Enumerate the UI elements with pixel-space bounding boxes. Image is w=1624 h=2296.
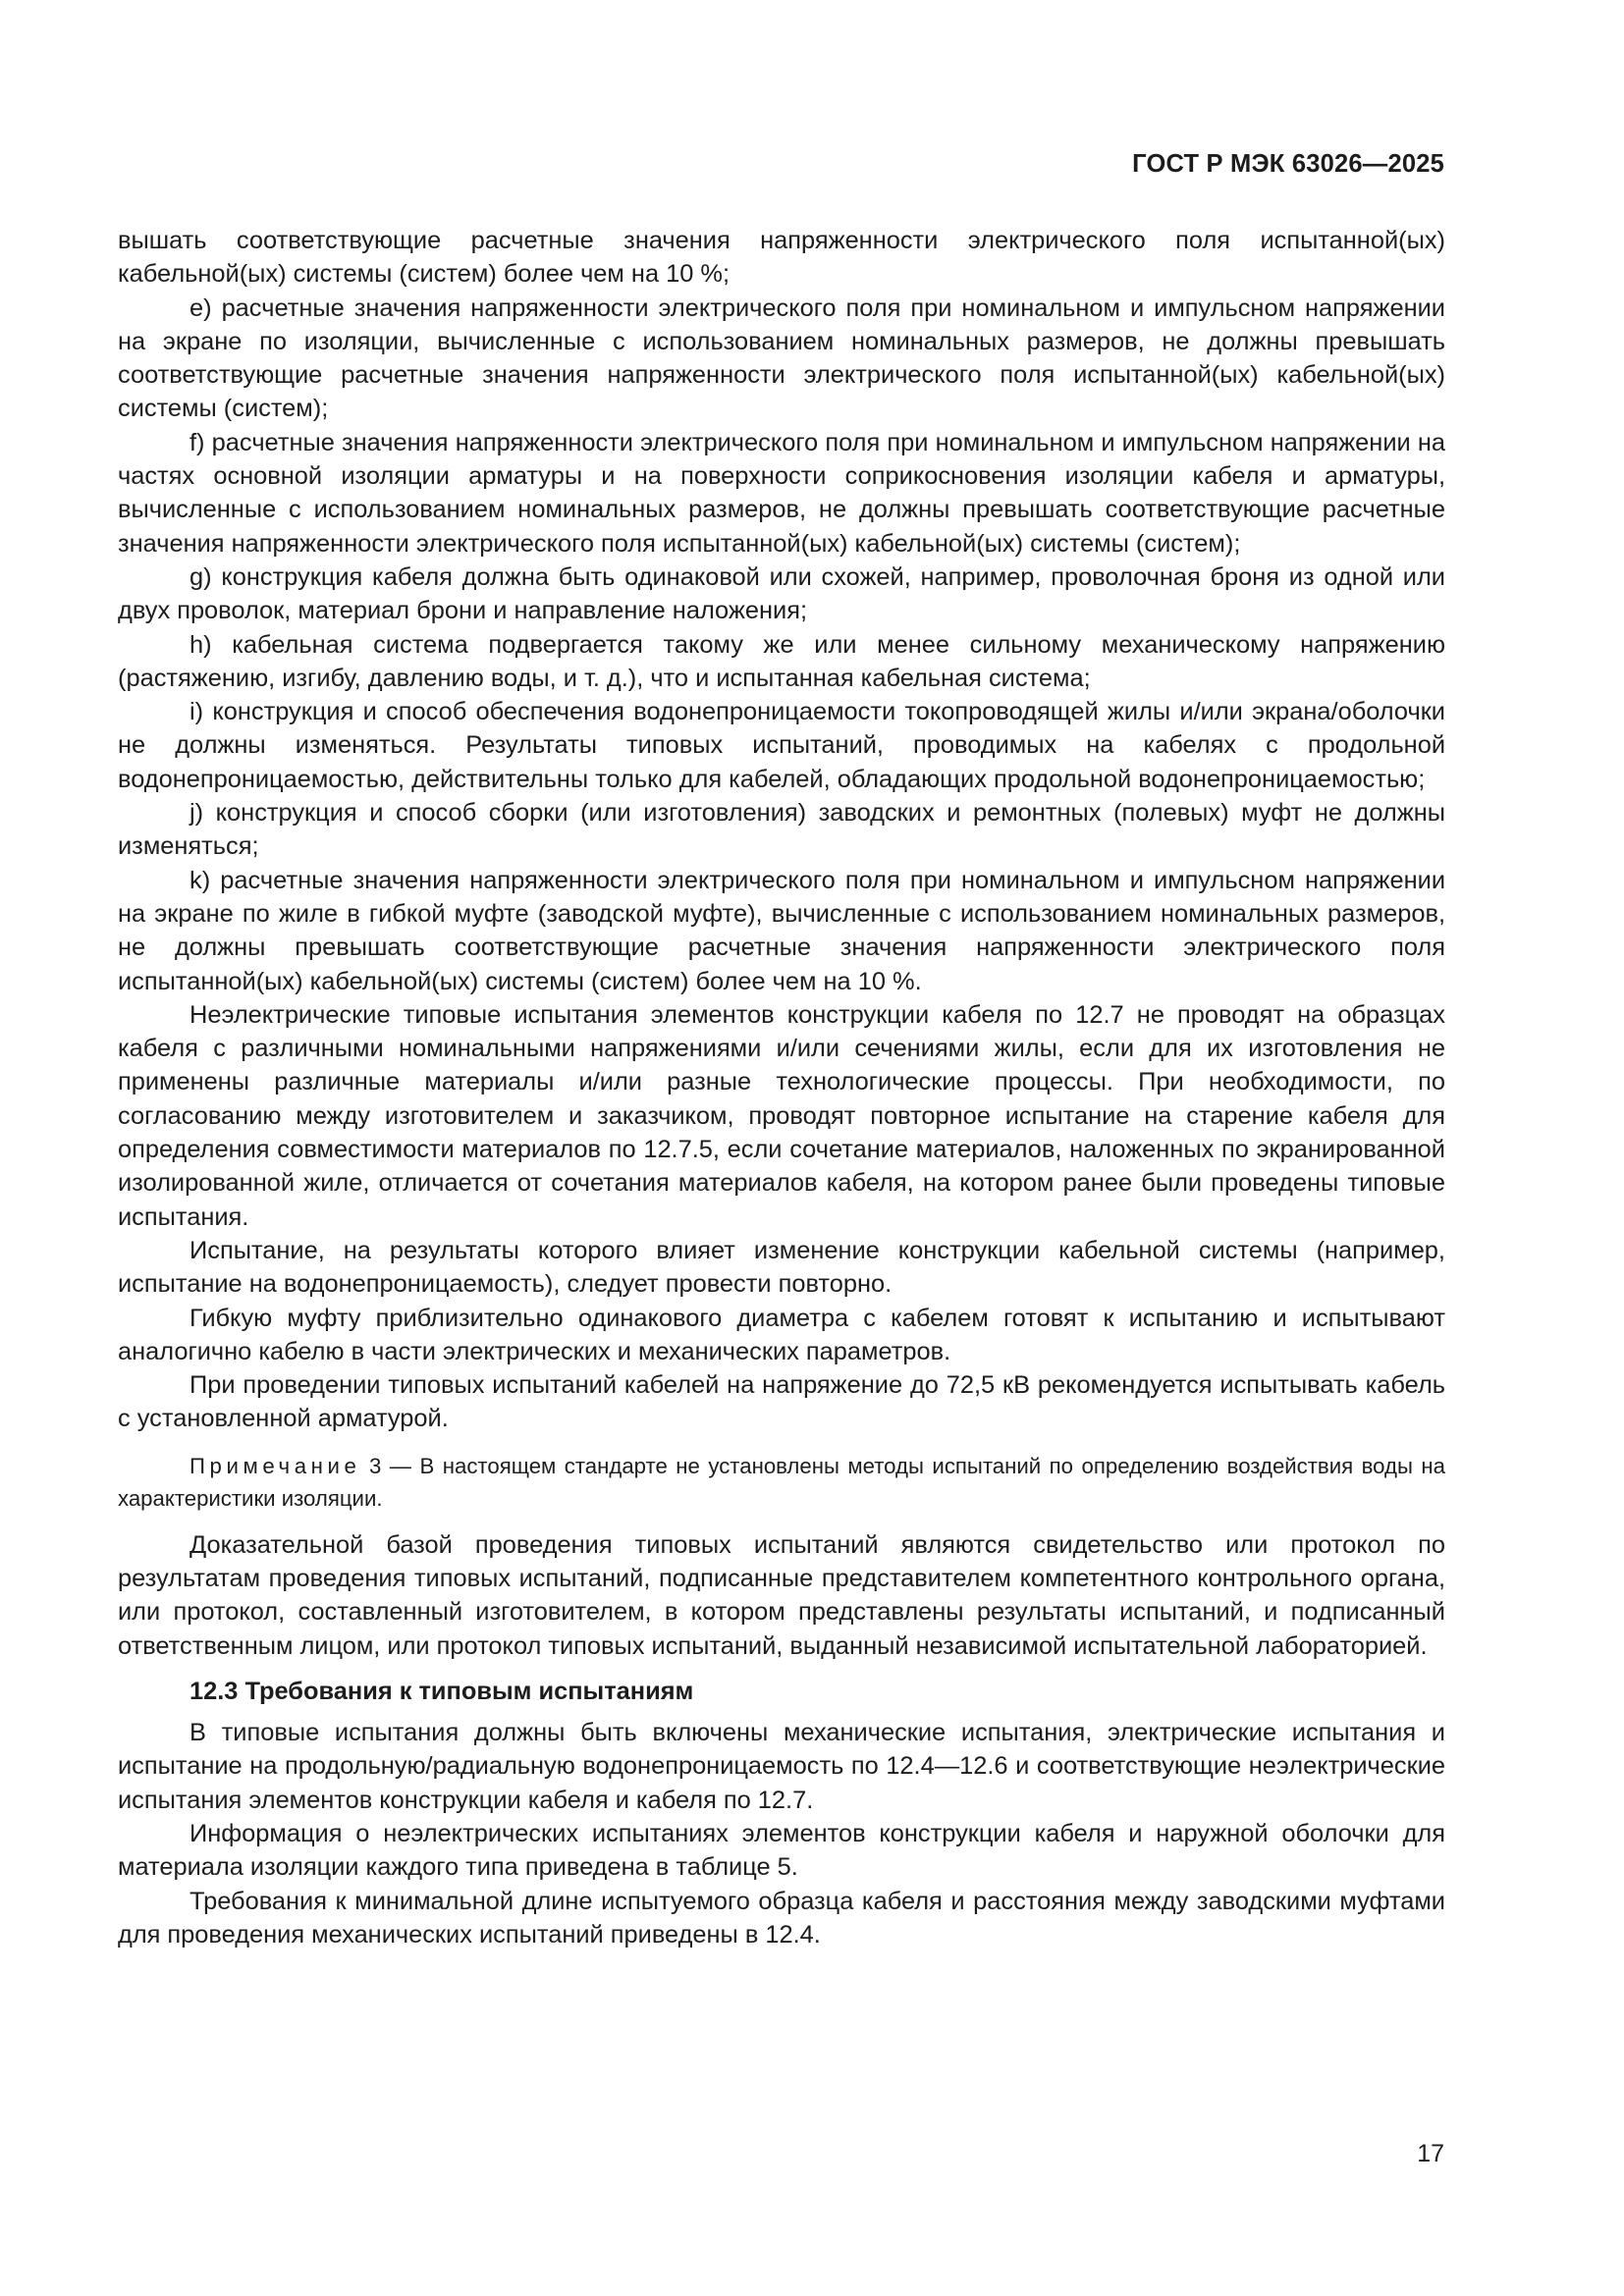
list-item-h: h) кабельная система подвергается такому же или менее сильному механическому напряжению (растяжению, изгибу, давлению воды, и т. д.), что и испытанная кабельная система; xyxy=(118,630,1445,692)
paragraph-evidence-base: Доказательной базой проведения типовых испытаний являются свидетельство или протокол по результатам проведения типовых испытаний, подписанные представителем компетентного контрольного органа, или протокол, составленный изготовителем, в котором представлены результаты испытаний, и подписанный ответственным лицом, или протокол типовых испытаний, выданный независимой испытательной лабораторией. xyxy=(118,1530,1445,1660)
paragraph-retest: Испытание, на результаты которого влияет изменение конструкции кабельной системы (например, испытание на водонепроницаемость), следует провести повторно. xyxy=(118,1236,1445,1299)
paragraph-flexible-joint: Гибкую муфту приблизительно одинакового диаметра с кабелем готовят к испытанию и испытывают аналогично кабелю в части электрических и механических параметров. xyxy=(118,1304,1445,1365)
document-code: ГОСТ Р МЭК 63026—2025 xyxy=(1132,150,1444,178)
list-item-f: f) расчетные значения напряженности электрического поля при номинальном и импульсном напряжении на частях основной изоляции арматуры и на поверхности соприкосновения изоляции кабеля и арматуры, вычисленные с использованием номинальных размеров, не должны превышать соответствующие расчетные значения напряженности электрического поля испытанной(ых) кабельной(ых) системы (систем); xyxy=(118,428,1445,558)
section-paragraph: Информация о неэлектрических испытаниях элементов конструкции кабеля и наружной оболочки для материала изоляции каждого типа приведена в таблице 5. xyxy=(118,1820,1445,1882)
note-text: 3 — В настоящем стандарте не установлены методы испытаний по определению воздействия воды на характеристики изоляции. xyxy=(118,1453,1445,1511)
section-paragraph: В типовые испытания должны быть включены механические испытания, электрические испытания и испытание на продольную/радиальную водонепроницаемость по 12.4—12.6 и соответствующие неэлектрические испытания элементов конструкции кабеля и кабеля по 12.7. xyxy=(118,1719,1445,1814)
note xyxy=(118,1450,1445,1515)
paragraph-nonelectrical-tests: Неэлектрические типовые испытания элементов конструкции кабеля по 12.7 не проводят на образцах кабеля с различными номинальными напряжениями и/или сечениями жилы, если для их изготовления не применены различные материалы и/или разные технологические процессы. При необходимости, по согласованию между изготовителем и заказчиком, проводят повторное испытание на старение кабеля для определения совместимости материалов по 12.7.5, если сочетание материалов, наложенных по экранированной изолированной жиле, отличается от сочетания материалов кабеля, на котором ранее были проведены типовые испытания. xyxy=(118,1000,1445,1231)
list-item-e: е) расчетные значения напряженности электрического поля при номинальном и импульсном напряжении на экране по изоляции, вычисленные с использованием номинальных размеров, не должны превышать соответствующие расчетные значения напряженности электрического поля испытанной(ых) кабельной(ых) системы (систем); xyxy=(118,294,1445,423)
list-item-i: i) конструкция и способ обеспечения водонепроницаемости токопроводящей жилы и/или экрана/оболочки не должны изменяться. Результаты типовых испытаний, проводимых на кабелях с продольной водонепроницаемостью, действительны только для кабелей, обладающих продольной водонепроницаемостью; xyxy=(118,698,1445,793)
section-paragraph: Требования к минимальной длине испытуемого образца кабеля и расстояния между заводскими муфтами для проведения механических испытаний приведены в 12.4. xyxy=(118,1887,1445,1949)
list-item-k: k) расчетные значения напряженности электрического поля при номинальном и импульсном напряжении на экране по жиле в гибкой муфте (заводской муфте), вычисленные с использованием номинальных размеров, не должны превышать соответствующие расчетные значения напряженности электрического поля испытанной(ых) кабельной(ых) системы (систем) более чем на 10 %. xyxy=(118,866,1445,995)
list-item-g: g) конструкция кабеля должна быть одинаковой или схожей, например, проволочная броня из одной или двух проволок, материал брони и направление наложения; xyxy=(118,562,1445,625)
section-heading: 12.3 Требования к типовым испытаниям xyxy=(189,1677,694,1705)
page-number: 17 xyxy=(1417,2140,1444,2167)
paragraph-continuation: вышать соответствующие расчетные значения напряженности электрического поля испытанной(ых) кабельной(ых) системы (систем) более чем на 10 %; xyxy=(118,227,1445,289)
paragraph-accessories-recommendation: При проведении типовых испытаний кабелей на напряжение до 72,5 кВ рекомендуется испытывать кабель с установленной арматурой. xyxy=(118,1371,1445,1433)
page-body xyxy=(118,224,1445,1951)
note-label: Примечание xyxy=(189,1453,361,1478)
list-item-j: j) конструкция и способ сборки (или изготовления) заводских и ремонтных (полевых) муфт не должны изменяться; xyxy=(118,799,1445,861)
